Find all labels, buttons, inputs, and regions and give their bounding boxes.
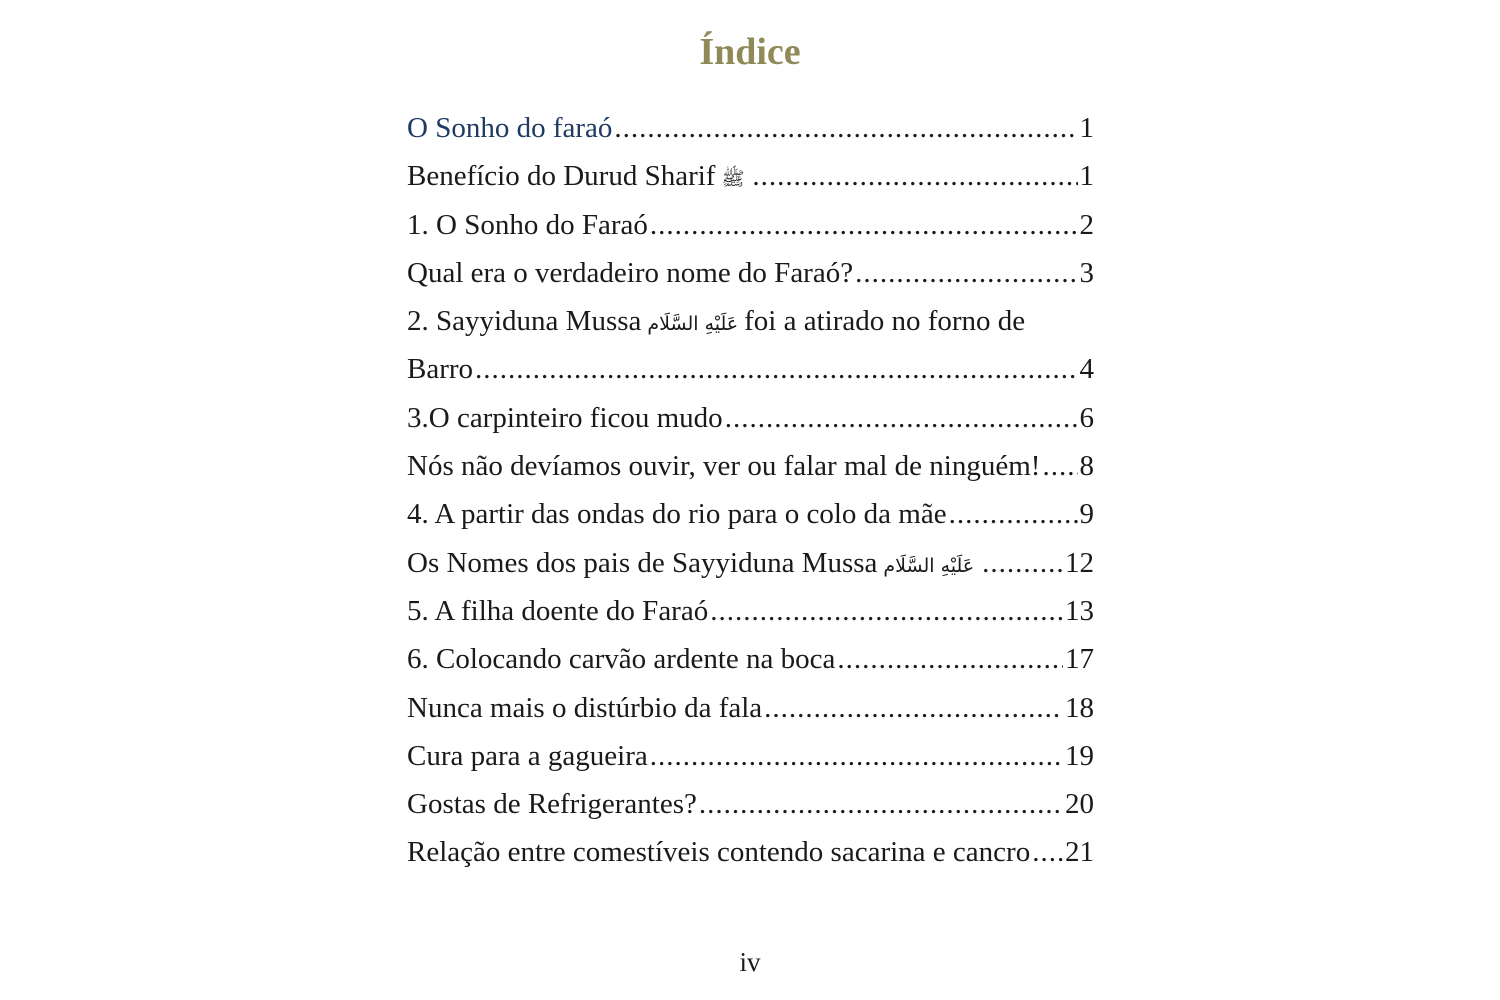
table-of-contents — [407, 104, 1094, 877]
toc-entry-title-text: Os Nomes dos pais de Sayyiduna Mussa — [407, 546, 878, 579]
toc-entry — [407, 539, 1094, 587]
toc-entry — [407, 732, 1094, 780]
dot-leader — [752, 152, 1077, 200]
toc-entry-title — [407, 539, 980, 590]
toc-entry-page: 4 — [1079, 353, 1094, 386]
toc-entry-page: 2 — [1079, 208, 1094, 241]
toc-entry-title-text: O Sonho do faraó — [407, 112, 613, 144]
toc-entry — [407, 394, 1094, 442]
dot-leader — [982, 539, 1063, 587]
toc-entry — [407, 297, 1094, 345]
toc-entry-page: 18 — [1065, 691, 1094, 724]
toc-entry-title — [407, 635, 835, 683]
toc-entry-title — [407, 684, 762, 732]
dot-leader — [855, 249, 1077, 297]
toc-entry-page: 1 — [1079, 160, 1094, 193]
dot-leader — [837, 635, 1063, 683]
dot-leader — [475, 345, 1077, 393]
toc-entry-title-text: Nós não devíamos ouvir, ver ou falar mal de ninguém! — [407, 450, 1041, 483]
page-title: Índice — [699, 31, 801, 73]
honorific-text: ﷺ — [721, 168, 745, 191]
dot-leader — [725, 394, 1078, 442]
toc-entry — [407, 249, 1094, 297]
toc-entry-title — [407, 249, 853, 297]
toc-entry-page: 1 — [1079, 112, 1094, 144]
toc-entry-page: 3 — [1079, 256, 1094, 289]
toc-entry — [407, 587, 1094, 635]
toc-entry-title-text: 5. A filha doente do Faraó — [407, 594, 709, 627]
dot-leader — [699, 780, 1063, 828]
toc-entry-title-text: 3.O carpinteiro ficou mudo — [407, 401, 723, 434]
toc-entry — [407, 490, 1094, 538]
toc-entry-title — [407, 152, 750, 203]
toc-entry — [407, 828, 1094, 876]
toc-entry-title — [407, 490, 947, 538]
toc-entry-title — [407, 394, 723, 442]
dot-leader — [650, 732, 1063, 780]
toc-entry-page: 17 — [1065, 643, 1094, 676]
toc-entry-title — [407, 828, 1030, 876]
toc-entry-title-text: Benefício do Durud Sharif — [407, 160, 716, 193]
dot-leader — [710, 587, 1063, 635]
toc-entry[interactable] — [407, 104, 1094, 152]
toc-entry-title — [407, 587, 708, 635]
dot-leader — [764, 684, 1063, 732]
dot-leader — [1042, 442, 1077, 490]
toc-entry — [407, 780, 1094, 828]
toc-entry — [407, 635, 1094, 683]
toc-entry-title — [407, 780, 697, 828]
toc-entry-title-text: Cura para a gagueira — [407, 739, 648, 772]
toc-entry-page: 6 — [1079, 401, 1094, 434]
toc-entry-page: 9 — [1079, 498, 1094, 531]
dot-leader — [949, 490, 1078, 538]
toc-entry-title — [407, 345, 473, 393]
dot-leader — [614, 104, 1077, 152]
toc-entry — [407, 152, 1094, 200]
toc-entry — [407, 442, 1094, 490]
toc-entry-title-text: 1. O Sonho do Faraó — [407, 208, 648, 241]
toc-entry-title — [407, 104, 612, 152]
toc-entry-title — [407, 442, 1040, 490]
toc-entry-page: 8 — [1079, 450, 1094, 483]
toc-entry-title — [407, 297, 1094, 348]
toc-entry — [407, 201, 1094, 249]
toc-entry-title-text: 6. Colocando carvão ardente na boca — [407, 643, 836, 676]
toc-entry-page: 12 — [1065, 546, 1094, 579]
dot-leader — [650, 201, 1078, 249]
toc-entry-title-text: Nunca mais o distúrbio da fala — [407, 691, 763, 724]
toc-entry-page: 20 — [1065, 788, 1094, 821]
toc-entry-page: 13 — [1065, 594, 1094, 627]
toc-entry-title — [407, 201, 648, 249]
toc-entry-title-text: Qual era o verdadeiro nome do Faraó? — [407, 256, 854, 289]
toc-entry-title-continuation: foi a atirado no forno de — [744, 305, 1026, 338]
dot-leader — [1032, 828, 1063, 876]
toc-entry-title-text: Gostas de Refrigerantes? — [407, 788, 697, 821]
toc-entry-title-text: 2. Sayyiduna Mussa — [407, 305, 642, 338]
toc-entry-title-text: Relação entre comestíveis contendo sacarina e cancro — [407, 836, 1031, 869]
toc-entry — [407, 345, 1094, 393]
honorific-text: عَلَيْهِ السَّلَام — [883, 554, 975, 577]
toc-entry-page: 19 — [1065, 739, 1094, 772]
toc-entry-page: 21 — [1065, 836, 1094, 869]
toc-entry-title-text: 4. A partir das ondas do rio para o colo da mãe — [407, 498, 947, 531]
toc-entry-title-text: Barro — [407, 353, 474, 386]
toc-entry-title — [407, 732, 648, 780]
page-number: iv — [739, 947, 761, 977]
toc-entry — [407, 684, 1094, 732]
honorific-text: عَلَيْهِ السَّلَام — [647, 313, 739, 336]
